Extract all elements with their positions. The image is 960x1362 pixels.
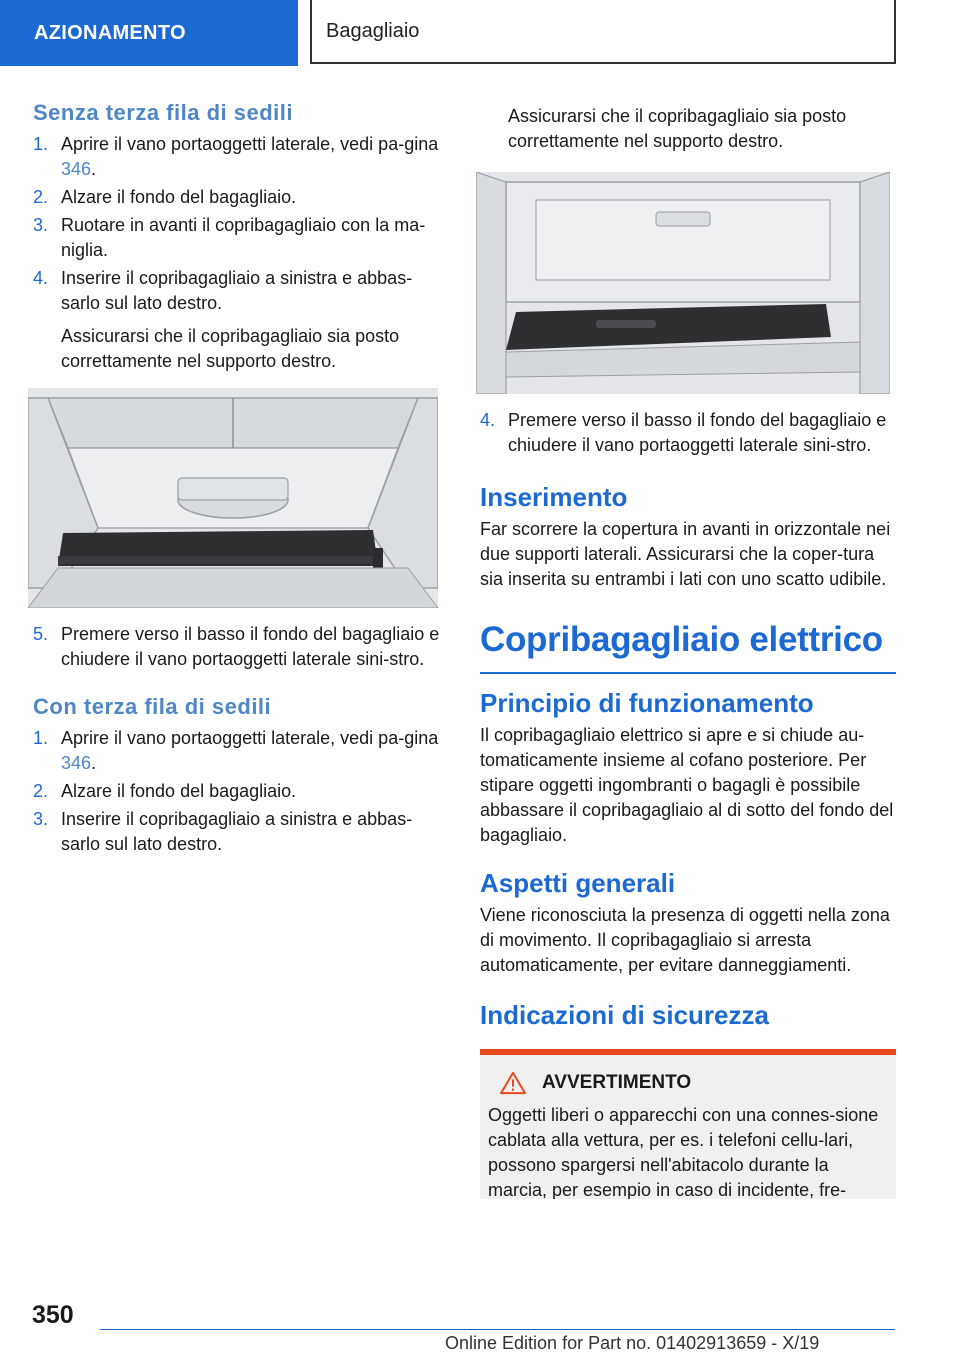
- warning-text: Oggetti liberi o apparecchi con una connes-sione cablata alla vettura, per es. i telefoni cellu-lari, possono spargersi nell'abitacolo durante la marcia, per esempio in caso di incidente, fre-: [488, 1105, 879, 1199]
- right-column: [480, 100, 896, 1199]
- heading-aspetti: Aspetti generali: [480, 868, 676, 898]
- step-text: [61, 132, 443, 182]
- page-footer: [0, 1295, 960, 1362]
- step-number: 5.: [33, 624, 49, 644]
- step-number: 1.: [33, 728, 49, 748]
- step-text-end: .: [91, 159, 97, 179]
- step-text: [61, 726, 443, 776]
- chapter-title: Copribagagliaio elettrico: [480, 620, 896, 674]
- section-tab[interactable]: AZIONAMENTO: [0, 0, 298, 66]
- step-number: 3.: [33, 215, 49, 235]
- aspetti-text: Viene riconosciuta la presenza di oggetti nella zona di movimento. Il copribagagliaio si arresta automaticamente, per evitare danneggiamenti.: [480, 905, 890, 975]
- step-text-main: Aprire il vano portaoggetti laterale, vedi pa-gina: [61, 134, 439, 154]
- heading-senza-terza-fila: Senza terza fila di sedili: [33, 100, 293, 125]
- heading-con-terza-fila: Con terza fila di sedili: [33, 694, 272, 719]
- page-link[interactable]: 346: [61, 753, 92, 773]
- step-text: Inserire il copribagagliaio a sinistra e abbas-sarlo sul lato destro.: [61, 809, 413, 854]
- step-text-end: .: [91, 753, 97, 773]
- step-text: Alzare il fondo del bagagliaio.: [61, 187, 297, 207]
- step-number: 2.: [33, 781, 49, 801]
- steps-list-right: [480, 408, 896, 458]
- warning-box: [480, 1049, 896, 1199]
- list-item: [33, 726, 443, 776]
- heading-principio: Principio di funzionamento: [480, 688, 814, 718]
- step-number: 4.: [33, 268, 49, 288]
- warning-title: AVVERTIMENTO: [542, 1072, 692, 1093]
- footer-divider: [100, 1329, 895, 1330]
- list-item: [33, 622, 443, 672]
- trunk-illustration-1: [28, 388, 438, 608]
- list-item: [33, 132, 443, 182]
- list-item: [33, 213, 443, 263]
- warning-title-row: [488, 1071, 888, 1095]
- warning-triangle-icon: [498, 1071, 528, 1095]
- steps-list-2: [33, 726, 443, 857]
- step-text-main: Aprire il vano portaoggetti laterale, vedi pa-gina: [61, 728, 439, 748]
- heading-inserimento: Inserimento: [480, 482, 628, 512]
- step-text: Ruotare in avanti il copribagagliaio con la ma-niglia.: [61, 215, 426, 260]
- principio-text: Il copribagagliaio elettrico si apre e si chiude au-tomaticamente insieme al cofano posteriore. Per stipare oggetti ingombranti o bagagli è possibile abbassare il copribagagliaio al di sotto del fondo del bagagliaio.: [480, 725, 894, 845]
- step-number: 4.: [480, 410, 496, 430]
- left-column: [33, 100, 443, 860]
- list-item: [33, 779, 443, 804]
- list-item: [480, 408, 896, 458]
- chapter-tab[interactable]: Bagagliaio: [310, 0, 896, 64]
- note-text: Assicurarsi che il copribagagliaio sia posto correttamente nel supporto destro.: [508, 106, 847, 151]
- list-item: [33, 266, 443, 316]
- list-item: [33, 185, 443, 210]
- page-link[interactable]: 346: [61, 159, 92, 179]
- trunk-illustration-2: [476, 172, 890, 394]
- steps-list-1: [33, 132, 443, 316]
- trunk-drawing-2: [476, 172, 890, 394]
- step-number: 1.: [33, 134, 49, 154]
- step-text: Premere verso il basso il fondo del bagagliaio e chiudere il vano portaoggetti laterale sini-stro.: [508, 410, 887, 455]
- list-item: [33, 807, 443, 857]
- page-header: [0, 0, 960, 66]
- trunk-drawing-1: [28, 388, 438, 608]
- step-text: Premere verso il basso il fondo del bagagliaio e chiudere il vano portaoggetti laterale sini-stro.: [61, 624, 440, 669]
- step-number: 3.: [33, 809, 49, 829]
- edition-text: Online Edition for Part no. 01402913659 - X/19: [445, 1333, 820, 1353]
- page-number: 350: [32, 1301, 74, 1329]
- step-text: Inserire il copribagagliaio a sinistra e abbas-sarlo sul lato destro.: [61, 268, 413, 313]
- step-number: 2.: [33, 187, 49, 207]
- steps-list-1b: [33, 622, 443, 672]
- step-text: Alzare il fondo del bagagliaio.: [61, 781, 297, 801]
- note-text: Assicurarsi che il copribagagliaio sia posto correttamente nel supporto destro.: [61, 326, 400, 371]
- heading-sicurezza: Indicazioni di sicurezza: [480, 1000, 769, 1030]
- inserimento-text: Far scorrere la copertura in avanti in orizzontale nei due supporti laterali. Assicurarsi che la coper-tura sia inserita su entrambi i lati con uno scatto udibile.: [480, 519, 891, 589]
